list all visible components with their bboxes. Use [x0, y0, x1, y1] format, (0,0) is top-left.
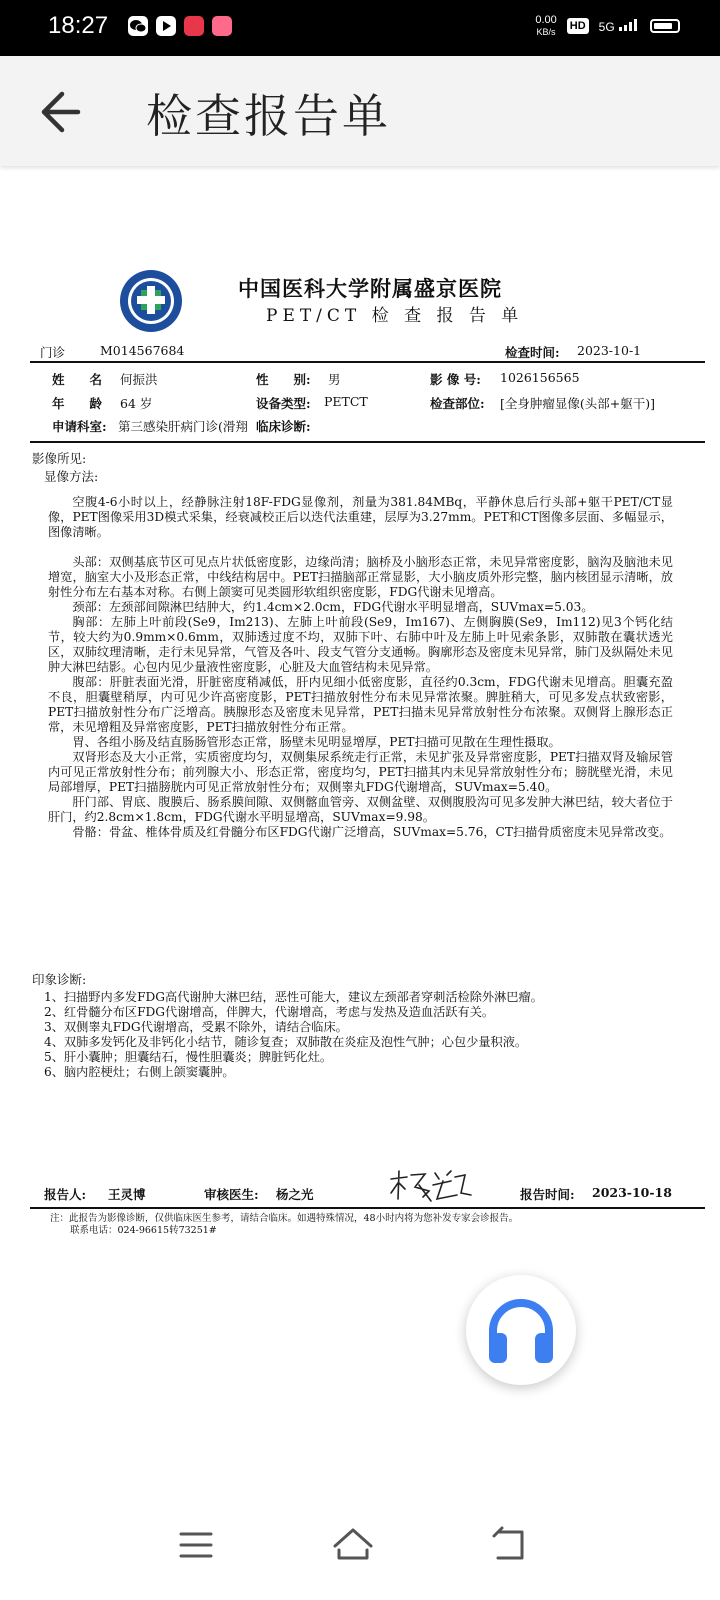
- impression-item: 3、双侧睾丸FDG代谢增高，受累不除外，请结合临床。: [44, 1020, 348, 1034]
- divider: [30, 1207, 705, 1209]
- reviewer-label: 审核医生:: [204, 1187, 259, 1202]
- contact-text: 联系电话：024-96615转73251#: [70, 1225, 217, 1236]
- sex-value: 男: [328, 372, 341, 387]
- listen-button[interactable]: [466, 1275, 576, 1385]
- report-note: [50, 1213, 518, 1237]
- back-nav-icon: [480, 1520, 540, 1570]
- signal-icon: [599, 19, 640, 34]
- gi-paragraph: 胃、各组小肠及结直肠肠管形态正常，肠壁未见明显增厚，PET扫描可见散在生理性摄取。: [72, 735, 561, 749]
- impression-item: 6、脑内腔梗灶；右侧上颌窦囊肿。: [44, 1065, 235, 1079]
- exam-time-label: 检查时间:: [505, 345, 560, 360]
- back-nav-button[interactable]: [480, 1520, 540, 1570]
- impression-item: 4、双肺多发钙化及非钙化小结节，随诊复查；双肺散在炎症及泡性气肿；心包少量积液。: [44, 1035, 528, 1049]
- status-bar: [0, 0, 720, 56]
- head-paragraph: 头部：双侧基底节区可见点片状低密度影，边缘尚清；脑桥及小脑形态正常，未见异常密度影，脑沟及脑池未见增宽，脑室大小及形态正常，中线结构居中。PET扫描脑部正常显影，大小脑皮质外形完整，脑内核团显示清晰，放射性分布左右基本对称。右侧上颌窦可见类圆形软组织密度影，FDG代谢未见增高。: [48, 555, 673, 599]
- device-label: 设备类型:: [256, 396, 311, 411]
- arrow-left-icon: [34, 82, 94, 142]
- network-speed-value: 0.00: [535, 14, 557, 26]
- divider: [30, 361, 705, 363]
- video-app-icon: [156, 16, 176, 36]
- findings-title: 影像所见:: [32, 451, 87, 466]
- patient-name: 何振洪: [120, 372, 158, 387]
- clinical-dx-label: 临床诊断:: [256, 419, 311, 434]
- report-subtitle: PET/CT 检 查 报 告 单: [266, 306, 524, 326]
- method-paragraph: 空腹4-6小时以上，经静脉注射18F-FDG显像剂，剂量为381.84MBq，平静休息后行头部+躯干PET/CT显像，PET图像采用3D模式采集，经衰减校正后以迭代法重建，层厚为3.27mm。PET和CT图像多层面、多幅显示，图像清晰。: [48, 495, 673, 539]
- sex-label: 性 别:: [256, 372, 311, 387]
- report-date-label: 报告时间:: [520, 1187, 575, 1202]
- page-title: 检查报告单: [146, 89, 391, 143]
- impression-item: 1、扫描野内多发FDG高代谢肿大淋巴结，恶性可能大，建议左颈部者穿刺活检除外淋巴瘤。: [44, 990, 543, 1004]
- abdomen-paragraph: 腹部：肝脏表面光滑，肝脏密度稍减低，肝内见细小低密度影，直径约0.3cm，FDG代谢未见增高。胆囊充盈不良，胆囊壁稍厚，内可见少许高密度影，PET扫描放射性分布未见异常浓聚。脾脏稍大，可见多发点状致密影，PET扫描放射性分布广泛增高。胰腺形态及密度未见异常，PET扫描未见异常放射性分布浓聚。双侧肾上腺形态正常，未见增粗及异常密度影，PET扫描放射性分布正常。: [48, 675, 673, 734]
- impression-title: 印象诊断:: [32, 972, 87, 987]
- status-time: 18:27: [48, 12, 109, 39]
- age-label: 年 龄: [52, 396, 103, 411]
- name-label: 姓 名: [52, 372, 103, 387]
- back-button[interactable]: [34, 82, 94, 142]
- reporter-name: 王灵博: [108, 1187, 146, 1202]
- device-value: PETCT: [324, 394, 368, 409]
- hospital-logo: [118, 268, 184, 334]
- reporter-label: 报告人:: [44, 1187, 87, 1202]
- part-label: 检查部位:: [430, 396, 485, 411]
- part-value: [全身肿瘤显像(头部+躯干)]: [500, 396, 655, 411]
- impression-item: 5、肝小囊肿；胆囊结石，慢性胆囊炎；脾脏钙化灶。: [44, 1050, 333, 1064]
- menu-button[interactable]: [166, 1520, 226, 1570]
- exam-time-value: 2023-10-1⁠: [577, 343, 642, 358]
- lymph-paragraph: 肝门部、胃底、腹膜后、肠系膜间隙、双侧髂血管旁、双侧盆壁、双侧腹股沟可见多发肿大淋巴结，较大者位于肝门，约2.8cm×1.8cm，FDG代谢水平明显增高，SUVmax=9.98。: [48, 795, 673, 824]
- bone-paragraph: 骨骼：骨盆、椎体骨质及红骨髓分布区FDG代谢广泛增高，SUVmax=5.76，CT扫描骨质密度未见异常改变。: [72, 825, 672, 839]
- network-speed: [535, 14, 556, 38]
- system-nav-bar: [0, 1500, 720, 1600]
- battery-icon: [650, 19, 680, 33]
- dept-value: 第三感染肝病门诊(滑翔: [118, 419, 248, 434]
- neck-paragraph: 颈部：左颈部间隙淋巴结肿大，约1.4cm×2.0cm，FDG代谢水平明显增高，SUVmax=5.03。: [72, 600, 594, 614]
- home-button[interactable]: [323, 1520, 383, 1570]
- report-date-value: 2023-10-18: [592, 1185, 672, 1200]
- clinic-number: M014567684: [100, 343, 185, 358]
- image-no-label: 影 像 号:: [430, 372, 481, 387]
- clinic-label: 门诊: [40, 345, 66, 360]
- app-header: [0, 56, 720, 166]
- image-no-value: 1026156565: [500, 370, 580, 385]
- signature: [385, 1165, 475, 1205]
- photo-app-icon: [212, 16, 232, 36]
- wechat-icon: [128, 16, 148, 36]
- hospital-name: 中国医科大学附属盛京医院: [238, 276, 502, 301]
- impression-list: [44, 990, 543, 1080]
- method-title: 显像方法:: [44, 469, 99, 484]
- dept-label: 申请科室:: [52, 419, 107, 434]
- impression-item: 2、红骨髓分布区FDG代谢增高，伴脾大，代谢增高，考虑与发热及造血活跃有关。: [44, 1005, 495, 1019]
- status-indicators: [535, 14, 680, 38]
- kidney-paragraph: 双肾形态及大小正常，实质密度均匀，双侧集尿系统走行正常，未见扩张及异常密度影，PET扫描双肾及输尿管内可见正常放射性分布；前列腺大小、形态正常，密度均匀，PET扫描其内未见异常放射性分布；膀胱壁光滑，未见局部增厚，PET扫描膀胱内可见正常放射性分布；双侧睾丸FDG代谢增高，SUVmax=5.40。: [48, 750, 673, 794]
- home-icon: [323, 1520, 383, 1570]
- note-text: 注：此报告为影像诊断，仅供临床医生参考，请结合临床。如遇特殊情况，48小时内将为您补发专家会诊报告。: [50, 1213, 519, 1224]
- notification-icons: [128, 16, 232, 36]
- chest-paragraph: 胸部：左肺上叶前段(Se9，Im213)、左肺上叶前段(Se9，Im167)、左侧胸膜(Se9，Im112)见3个钙化结节，较大约为0.9mm×0.6mm，双肺透过度不均，双肺下叶、右肺中叶及左肺上叶见索条影，双肺散在囊状透光区，双肺纹理清晰，走行未见异常，气管及各叶、段支气管分支通畅。胸廓形态及密度未见异常，肺门及纵隔处未见肿大淋巴结影。心包内见少量液性密度影，心脏及大血管结构未见异常。: [48, 615, 673, 674]
- shopping-app-icon: [184, 16, 204, 36]
- findings-body: [48, 495, 673, 840]
- hd-badge: HD: [567, 18, 589, 34]
- menu-icon: [166, 1520, 226, 1570]
- signal-label: 5G: [598, 19, 615, 34]
- age-value: 64 岁: [120, 396, 153, 411]
- headphones-icon: [466, 1275, 576, 1385]
- divider: [30, 441, 705, 443]
- reviewer-name: 杨之光: [276, 1187, 314, 1202]
- network-speed-unit: KB/s: [536, 27, 556, 37]
